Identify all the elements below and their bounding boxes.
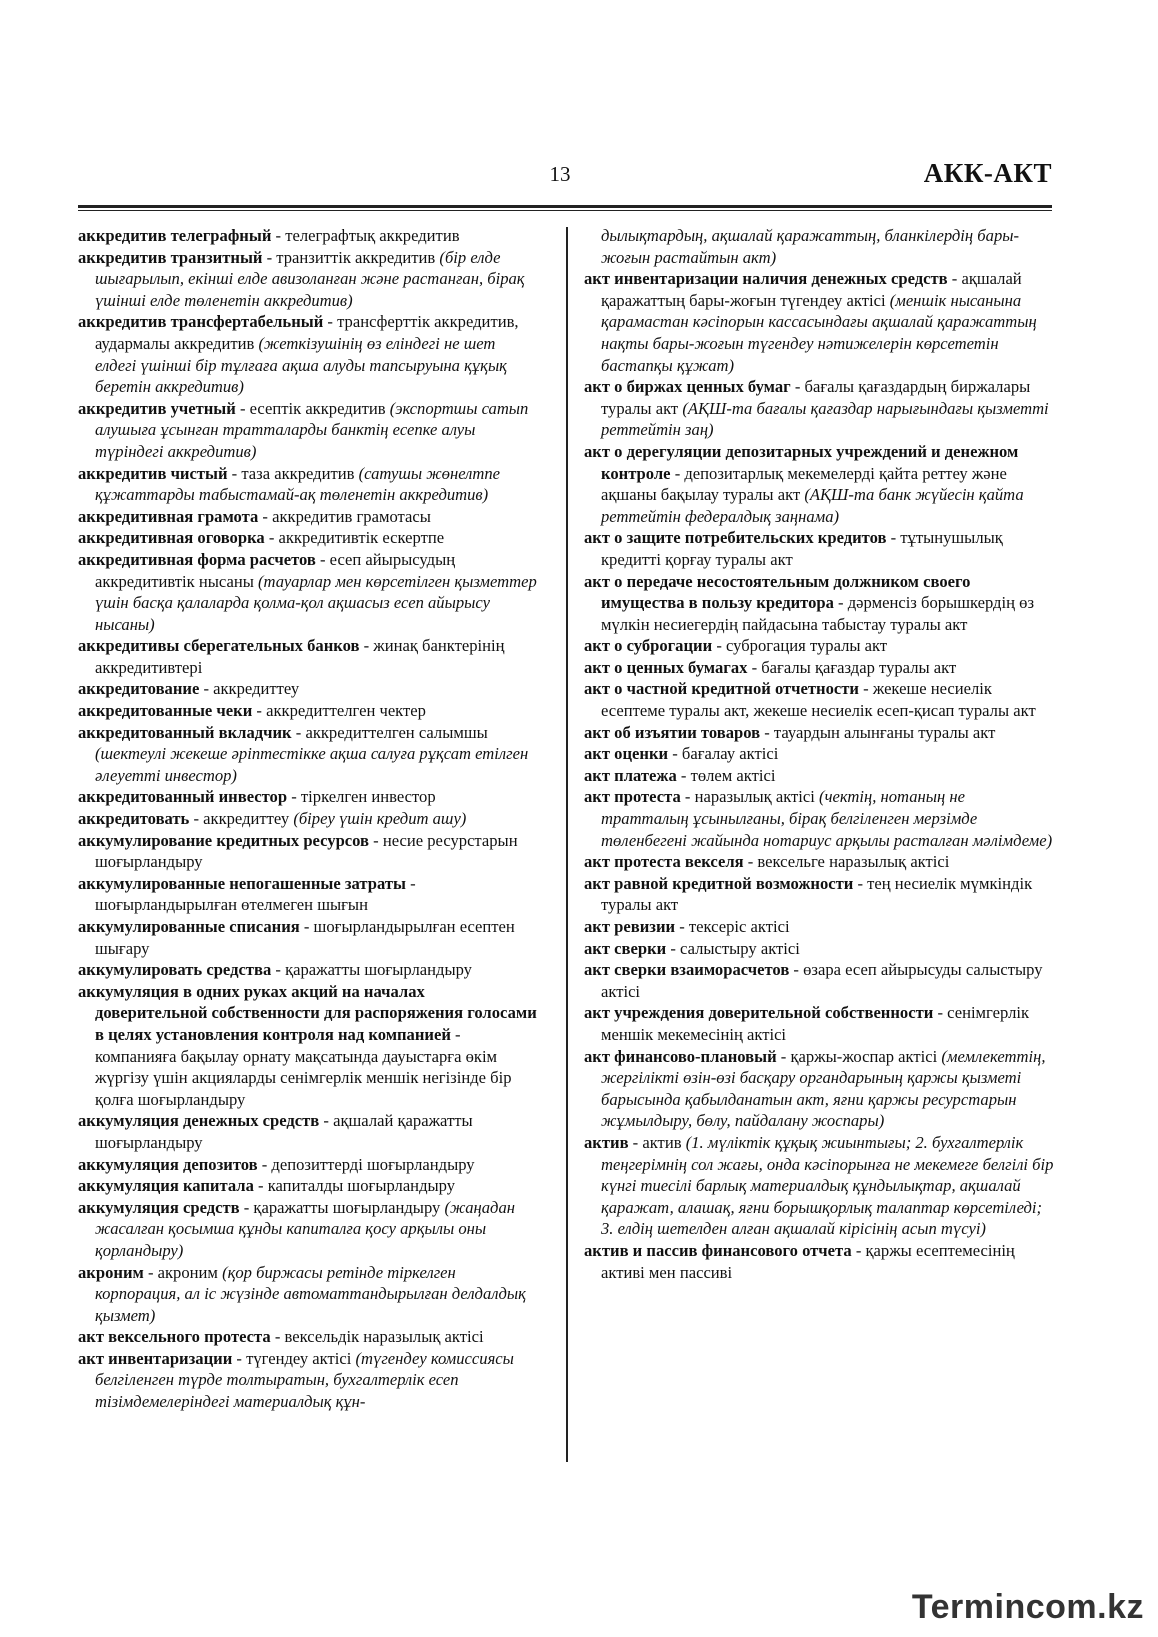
entry-definition: - тұтынушылық кредитті қорғау туралы акт	[601, 528, 1003, 569]
dictionary-entry	[78, 635, 540, 678]
entry-term: аккредитив чистый	[78, 463, 228, 483]
entry-definition: - капиталды шоғырландыру	[253, 1176, 456, 1196]
dictionary-entry	[584, 959, 1054, 1002]
entry-term: акт об изъятии товаров	[584, 722, 761, 742]
entry-term: акт о ценных бумагах	[584, 657, 748, 677]
entry-term: акт финансово-плановый	[584, 1046, 777, 1066]
entry-note: (бір елде шығарылып, екінші елде авизоланған және растанған, бірақ үшінші елде төленетін аккредитив)	[95, 247, 525, 310]
entry-term: аккредитив учетный	[78, 398, 236, 418]
entry-definition: - депозиттерді шоғырландыру	[257, 1154, 475, 1174]
entry-definition: - таза аккредитив	[227, 463, 359, 483]
entry-note: (түгендеу комиссиясы белгіленген түрде толтыратын, бухгалтерлік есеп тізімдемелеріндегі материалдық құн-	[95, 1348, 514, 1412]
entry-term: аккредитив трансфертабельный	[78, 312, 324, 332]
dictionary-entry	[584, 571, 1054, 636]
entry-term: акт сверки взаиморасчетов	[584, 960, 790, 980]
dictionary-entry	[78, 1175, 540, 1197]
dictionary-entry	[78, 247, 540, 312]
dictionary-entry	[584, 527, 1054, 570]
entry-definition: - аккредиттелген чектер	[252, 701, 426, 721]
entry-definition: - төлем актісі	[676, 765, 776, 785]
entry-term: акт ревизии	[584, 917, 676, 936]
entry-definition: - суброгация туралы акт	[712, 636, 888, 656]
dictionary-entry	[584, 873, 1054, 916]
entry-term: акт о суброгации	[584, 636, 713, 656]
entry-term: акт учреждения доверительной собственности	[584, 1003, 934, 1023]
dictionary-entry	[78, 1262, 540, 1327]
dictionary-entry	[78, 981, 540, 1111]
entry-term: акт протеста векселя	[584, 852, 744, 872]
entry-term: аккумулирование кредитных ресурсов	[78, 830, 370, 850]
entry-term: аккумуляция в одних руках акций на началах доверительной собственности для распоряжения голосами в целях установления контроля над компанией	[78, 981, 537, 1044]
entry-term: аккумуляция капитала	[78, 1176, 254, 1196]
entry-note: (қор биржасы ретінде тіркелген корпорация, ал іс жүзінде автоматтандырылған делдалдық қызмет)	[95, 1262, 526, 1325]
entry-term: акт о защите потребительских кредитов	[584, 528, 887, 548]
header-rule	[78, 205, 1052, 208]
entry-definition: - есептік аккредитив	[235, 398, 390, 418]
dictionary-entry	[584, 678, 1054, 721]
entry-term: акт о дерегуляции депозитарных учреждений и денежном контроле	[584, 441, 1019, 483]
entry-definition: - қаржы-жоспар актісі	[776, 1046, 942, 1066]
entry-note: (меншік нысанына қарамастан кәсіпорын кассасындағы ақшалай қаражаттың нақты бары-жоғын түгендеу нәтижелерін көрсететін бастапқы құжат)	[601, 290, 1037, 375]
entry-definition: - есеп айырысудың аккредитивтік нысаны	[95, 549, 456, 591]
dictionary-entry	[78, 1326, 540, 1348]
entry-term: аккумулировать средства	[78, 960, 272, 980]
entry-term: акт о передаче несостоятельным должником своего имущества в пользу кредитора	[584, 571, 971, 613]
dictionary-entry	[584, 743, 1054, 765]
entry-definition: - несие ресурстарын шоғырландыру	[95, 830, 518, 872]
dictionary-entry	[584, 938, 1054, 960]
entry-note: (мемлекеттің, жергілікті өзін-өзі басқару органдарының қаржы қызметі барысында қабылданатын акт, яғни қаржы ресурстарын жұмылдыру, бөлу, пайдалану жоспары)	[601, 1046, 1046, 1131]
entry-note: (сатушы жөнелтпе құжаттарды табыстамай-ақ төленетін аккредитив)	[95, 463, 501, 505]
dictionary-entry	[78, 527, 540, 549]
dictionary-entry	[584, 916, 1054, 938]
dictionary-entry	[78, 808, 540, 830]
dictionary-entry	[584, 376, 1054, 441]
entry-definition: - аккредиттелген салымшы	[291, 722, 488, 742]
header-rule-thin	[78, 210, 1052, 211]
dictionary-entry	[584, 786, 1054, 851]
entry-definition: - аккредиттеу	[189, 809, 294, 829]
entry-definition: - бағалы қағаздардың биржалары туралы акт	[601, 377, 1031, 418]
entry-definition: - шоғырландырылған есептен шығару	[95, 917, 515, 958]
entry-term: аккредитованный инвестор	[78, 787, 288, 807]
dictionary-entry	[78, 1197, 540, 1262]
dictionary-entry	[584, 851, 1054, 873]
entry-definition: - депозитарлық мекемелерді қайта реттеу және ақшаны бақылау туралы акт	[601, 463, 1007, 505]
dictionary-entry	[78, 786, 540, 808]
entry-term: аккредитивы сберегательных банков	[78, 636, 360, 656]
entry-definition: - түгендеу актісі	[232, 1348, 356, 1368]
entry-term: аккредитивная форма расчетов	[78, 549, 316, 569]
entry-term: аккредитованные чеки	[78, 701, 253, 721]
entry-term: аккумуляция денежных средств	[78, 1111, 320, 1131]
dictionary-entry	[584, 1240, 1054, 1283]
entry-term: акт вексельного протеста	[78, 1327, 271, 1347]
page-number: 13	[549, 162, 571, 186]
entry-definition: - сенімгерлік меншік мекемесінің актісі	[601, 1003, 1030, 1044]
entry-definition: - өзара есеп айырысуды салыстыру актісі	[601, 960, 1043, 1001]
dictionary-entry	[78, 722, 540, 787]
dictionary-entry	[78, 830, 540, 873]
entry-note: (экспортшы сатып алушыға ұсынған тратталарды банктің есепке алуы түріндегі аккредитив)	[95, 398, 529, 461]
dictionary-entry	[78, 225, 540, 247]
entry-term: аккумулированные непогашенные затраты	[78, 873, 406, 893]
entry-definition: - компанияға бақылау орнату мақсатында дауыстарға өкім жүргізу үшін акцияларды сенімгерлік меншік негізінде бір қолға шоғырландыру	[95, 1024, 512, 1109]
running-head: АКК-АКТ	[923, 158, 1052, 188]
dictionary-entry	[78, 1154, 540, 1176]
entry-term: акт оценки	[584, 744, 669, 764]
dictionary-entry	[584, 225, 1054, 268]
entry-definition: - вексельге наразылық актісі	[743, 852, 950, 872]
dictionary-entry	[584, 268, 1054, 376]
entry-definition: - трансферттік аккредитив, аудармалы аккредитив	[95, 312, 519, 353]
entry-definition: - ақшалай қаражаттың бары-жоғын түгендеу актісі	[601, 269, 1022, 310]
entry-term: актив	[584, 1132, 629, 1152]
entry-note: (АҚШ-та банк жүйесін қайта реттейтін федералдық заңнама)	[601, 485, 1024, 526]
right-column	[584, 225, 1054, 1283]
entry-term: акт протеста	[584, 787, 681, 807]
entry-term: аккредитовать	[78, 809, 190, 829]
entry-term: аккредитованный вкладчик	[78, 722, 292, 742]
watermark-logo: Termincom.kz	[911, 1588, 1144, 1626]
entry-note: (1. мүліктік құқық жиынтығы; 2. бухгалтерлік теңгерімнің сол жағы, онда кәсіпорынға не мекемеге белгілі бір күнгі тиесілі барлық материалдық құндылықтар, ақшалай қаражат, алашақ, яғни борышқорлық талаптар көрсетіледі; 3. елдің шетелден алған ақшалай кірісінің асып түсуі)	[601, 1132, 1054, 1239]
entry-definition: - транзиттік аккредитив	[262, 247, 440, 267]
entry-definition: - телеграфтық аккредитив	[271, 226, 460, 245]
dictionary-entry	[584, 635, 1054, 657]
entry-note: (жаңадан жасалған қосымша құнды капиталға қосу арқылы оны қорландыру)	[95, 1197, 515, 1260]
entry-term: аккумуляция депозитов	[78, 1154, 258, 1174]
entry-definition: - жекеше несиелік есептеме туралы акт, жекеше несиелік есеп-қисап туралы акт	[601, 679, 1036, 721]
dictionary-entry	[78, 311, 540, 397]
entry-definition: - жинақ банктерінің аккредитивтері	[95, 636, 505, 677]
entry-term: актив и пассив финансового отчета	[584, 1240, 852, 1260]
dictionary-entry	[78, 506, 540, 528]
entry-note: (чектің, нотаның не тратталың ұсынылғаны, бірақ белгіленген мерзімде төленбегені жайында нотариус арқылы расталған мәлімдеме)	[601, 787, 1053, 850]
entry-term: акт равной кредитной возможности	[584, 873, 854, 893]
entry-definition: - тауардын алынғаны туралы акт	[760, 722, 996, 742]
entry-definition: - салыстыру актісі	[666, 938, 800, 958]
entry-definition: - ақшалай қаражатты шоғырландыру	[95, 1111, 473, 1152]
dictionary-entry	[584, 722, 1054, 744]
entry-note: (жеткізушінің өз еліндегі не шет елдегі үшінші бір тұлғаға ақша алуды тапсыруына құқық беретін аккредитив)	[95, 333, 507, 397]
entry-definition: - қаражатты шоғырландыру	[271, 960, 472, 980]
entry-definition: - бағалы қағаздар туралы акт	[747, 657, 957, 677]
left-column	[78, 225, 540, 1413]
dictionary-entry	[78, 1110, 540, 1153]
dictionary-entry	[78, 959, 540, 981]
entry-term: акт о биржах ценных бумаг	[584, 377, 791, 397]
entry-term: аккредитивная грамота	[78, 506, 259, 526]
entry-definition: - актив	[628, 1132, 686, 1152]
entry-term: акт инвентаризации	[78, 1348, 233, 1368]
entry-term: аккумуляция средств	[78, 1197, 240, 1217]
dictionary-entry	[584, 657, 1054, 679]
entry-definition: - аккредитив грамотасы	[258, 506, 431, 526]
entry-definition: - наразылық актісі	[680, 787, 820, 807]
entry-note: дылықтардың, ақшалай қаражаттың, бланкілердің бары-жоғын растайтын акт)	[601, 226, 1020, 267]
dictionary-entry	[584, 1002, 1054, 1045]
entry-definition: - шоғырландырылған өтелмеген шығын	[95, 873, 416, 915]
dictionary-entry	[78, 700, 540, 722]
dictionary-entry	[584, 765, 1054, 787]
entry-definition: - аккредиттеу	[199, 679, 300, 699]
entry-term: аккредитив телеграфный	[78, 226, 272, 245]
entry-definition: - қаражатты шоғырландыру	[239, 1197, 445, 1217]
entry-definition: - вексельдік наразылық актісі	[270, 1327, 484, 1347]
entry-note: (тауарлар мен көрсетілген қызметтер үшін басқа қалаларда қолма-қол ақшасыз есеп айырысу нысаны)	[95, 571, 537, 634]
entry-definition: - қаржы есептемесінің активі мен пассиві	[601, 1240, 1015, 1282]
entry-term: акроним	[78, 1262, 144, 1282]
dictionary-entry	[584, 1132, 1054, 1240]
entry-term: аккредитование	[78, 679, 200, 699]
entry-definition: - тексеріс актісі	[675, 917, 790, 936]
entry-term: аккумулированные списания	[78, 917, 300, 936]
entry-definition: - тіркелген инвестор	[287, 787, 436, 807]
entry-term: аккредитивная оговорка	[78, 528, 265, 548]
dictionary-entry	[78, 916, 540, 959]
dictionary-entry	[584, 1046, 1054, 1132]
dictionary-entry	[78, 398, 540, 463]
dictionary-entry	[78, 1348, 540, 1413]
entry-note: (біреу үшін кредит ашу)	[293, 809, 467, 829]
entry-definition: - дәрменсіз борышкердің өз мүлкін несиегердің пайдасына табыстау туралы акт	[601, 593, 1034, 634]
entry-definition: - тең несиелік мүмкіндік туралы акт	[601, 873, 1033, 915]
dictionary-entry	[78, 463, 540, 506]
dictionary-entry	[78, 678, 540, 700]
entry-definition: - акроним	[143, 1262, 223, 1282]
entry-term: акт о частной кредитной отчетности	[584, 679, 859, 699]
column-divider	[566, 227, 568, 1462]
dictionary-entry	[78, 549, 540, 635]
entry-note: (шектеулі жекеше әріптестікке ақша салуға рұқсат етілген әлеуетті инвестор)	[95, 744, 529, 785]
entry-definition: - бағалау актісі	[668, 744, 779, 764]
entry-term: акт сверки	[584, 938, 667, 958]
entry-term: акт платежа	[584, 765, 677, 785]
dictionary-entry	[584, 441, 1054, 527]
dictionary-entry	[78, 873, 540, 916]
entry-term: акт инвентаризации наличия денежных средств	[584, 269, 948, 289]
entry-term: аккредитив транзитный	[78, 247, 263, 267]
entry-note: (АҚШ-та бағалы қағаздар нарығындағы қызметті реттейтін заң)	[601, 398, 1049, 440]
entry-definition: - аккредитивтік ескертпе	[264, 528, 445, 548]
